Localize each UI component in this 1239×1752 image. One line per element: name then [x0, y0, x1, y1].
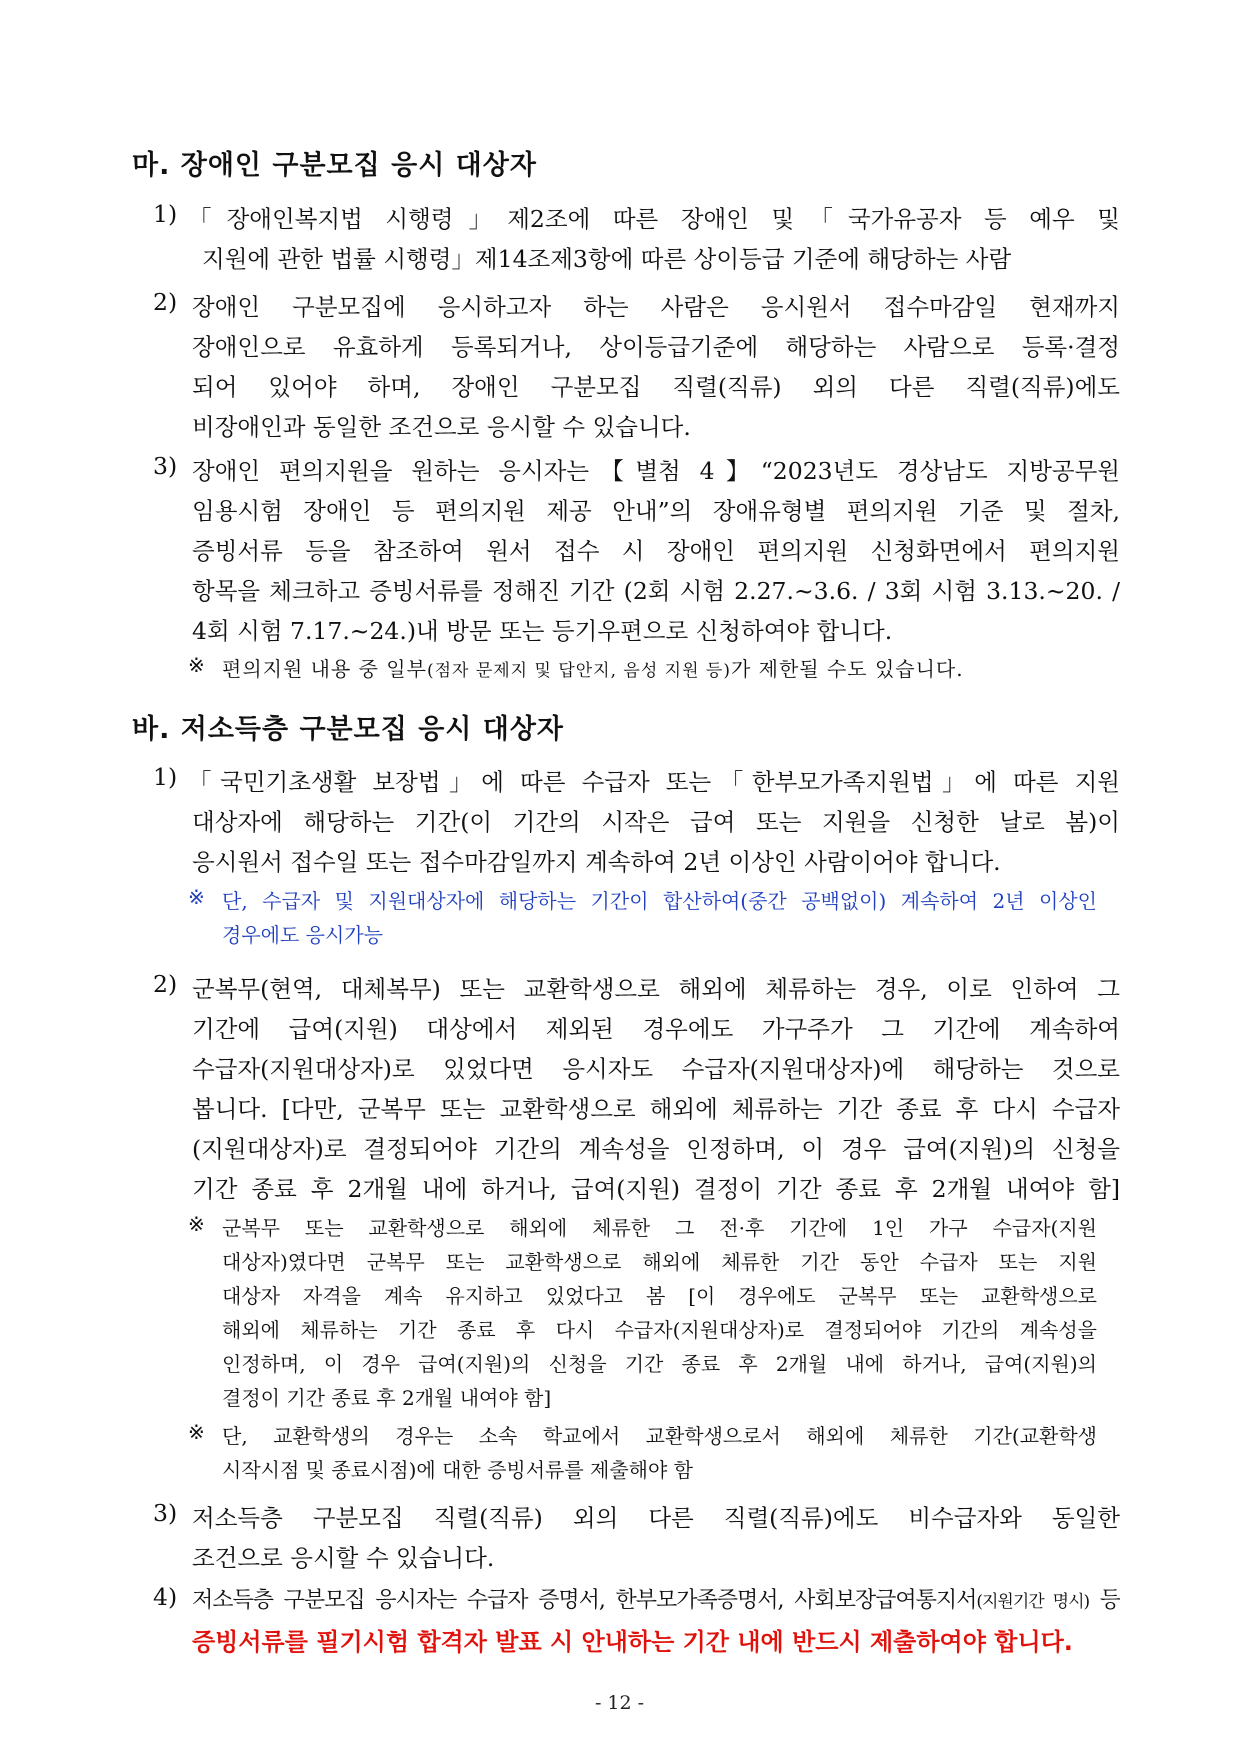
page-number: - 12 - [594, 1692, 645, 1714]
note-mark: ※ [188, 885, 205, 909]
note-line: 인정하며, 이 경우 급여(지원)의 신청을 기간 종료 후 2개월 내에 하거나, 급여(지원)의 [222, 1352, 1097, 1376]
item-line: 수급자(지원대상자)로 있었다면 응시자도 수급자(지원대상자)에 해당하는 것으로 [192, 1055, 1120, 1083]
note-text-small: (점자 문제지 및 답안지, 음성 지원 등) [426, 661, 731, 681]
note-mark: ※ [188, 653, 205, 677]
item-line: 봅니다. [다만, 군복무 또는 교환학생으로 해외에 체류하는 기간 종료 후 다시 수급자 [192, 1095, 1120, 1123]
item-line: 군복무(현역, 대체복무) 또는 교환학생으로 해외에 체류하는 경우, 이로 인하여 그 [192, 975, 1120, 1003]
item-number: 3) [153, 452, 178, 480]
item-number: 1) [153, 200, 178, 228]
item-line: 「국민기초생활 보장법」에 따른 수급자 또는「한부모가족지원법」에 따른 지원 [188, 768, 1120, 796]
item-line: 항목을 체크하고 증빙서류를 정해진 기간 (2회 시험 2.27.~3.6. / 3회 시험 3.13.~20. / [192, 577, 1120, 605]
note-line: 경우에도 응시가능 [222, 923, 383, 947]
item4-text-end: 등 [1089, 1588, 1120, 1613]
item-line: 임용시험 장애인 등 편의지원 제공 안내”의 장애유형별 편의지원 기준 및 절차, [192, 497, 1120, 525]
section-heading-low-income: 바. 저소득층 구분모집 응시 대상자 [132, 714, 565, 745]
note-mark: ※ [188, 1212, 205, 1236]
item-line: 대상자에 해당하는 기간(이 기간의 시작은 급여 또는 지원을 신청한 날로 봄)이 [192, 808, 1120, 836]
item-line: 저소득층 구분모집 직렬(직류) 외의 다른 직렬(직류)에도 비수급자와 동일한 [192, 1504, 1120, 1532]
item-line: 되어 있어야 하며, 장애인 구분모집 직렬(직류) 외의 다른 직렬(직류)에도 [192, 373, 1120, 401]
item-number: 3) [153, 1499, 178, 1527]
note-text-end: 가 제한될 수도 있습니다. [730, 657, 964, 681]
section-heading-disabled: 마. 장애인 구분모집 응시 대상자 [132, 150, 537, 181]
item-line [192, 1583, 1120, 1614]
item-line: 기간 종료 후 2개월 내에 하거나, 급여(지원) 결정이 기간 종료 후 2개월 내여야 함] [192, 1175, 1120, 1203]
note-line: 대상자 자격을 계속 유지하고 있었다고 봄 [이 경우에도 군복무 또는 교환학생으로 [222, 1284, 1097, 1308]
note-text-main: 편의지원 내용 중 일부 [222, 657, 427, 681]
item-number: 1) [153, 763, 178, 791]
item4-text-small: (지원기간 명시) [976, 1592, 1090, 1612]
item-line: 증빙서류 등을 참조하여 원서 접수 시 장애인 편의지원 신청화면에서 편의지원 [192, 537, 1120, 565]
note-line: 대상자)였다면 군복무 또는 교환학생으로 해외에 체류한 기간 동안 수급자 또는 지원 [222, 1250, 1097, 1274]
note-mark: ※ [188, 1420, 205, 1444]
note-line: 결정이 기간 종료 후 2개월 내여야 함] [222, 1386, 552, 1410]
item4-text-main: 저소득층 구분모집 응시자는 수급자 증명서, 한부모가족증명서, 사회보장급여통지서 [192, 1588, 977, 1613]
item-line: 4회 시험 7.17.~24.)내 방문 또는 등기우편으로 신청하여야 합니다. [192, 617, 893, 645]
note-line: 단, 수급자 및 지원대상자에 해당하는 기간이 합산하여(중간 공백없이) 계속하여 2년 이상인 [222, 889, 1097, 913]
item-line: 조건으로 응시할 수 있습니다. [192, 1544, 495, 1572]
item-number: 2) [153, 288, 178, 316]
item-line: 비장애인과 동일한 조건으로 응시할 수 있습니다. [192, 413, 691, 441]
item-line: 장애인으로 유효하게 등록되거나, 상이등급기준에 해당하는 사람으로 등록·결정 [192, 333, 1120, 361]
item-line: 기간에 급여(지원) 대상에서 제외된 경우에도 가구주가 그 기간에 계속하여 [192, 1015, 1120, 1043]
note-text [222, 653, 964, 682]
item-number: 2) [153, 970, 178, 998]
note-line: 단, 교환학생의 경우는 소속 학교에서 교환학생으로서 해외에 체류한 기간(교환학생 [222, 1424, 1097, 1448]
item-line: 장애인 편의지원을 원하는 응시자는【별첨 4】“2023년도 경상남도 지방공무원 [192, 457, 1120, 485]
emphasis-line: 증빙서류를 필기시험 합격자 발표 시 안내하는 기간 내에 반드시 제출하여야 합니다. [192, 1628, 1073, 1656]
note-line: 군복무 또는 교환학생으로 해외에 체류한 그 전·후 기간에 1인 가구 수급자(지원 [222, 1216, 1097, 1240]
item-line: 응시원서 접수일 또는 접수마감일까지 계속하여 2년 이상인 사람이어야 합니다. [192, 848, 1001, 876]
note-line: 해외에 체류하는 기간 종료 후 다시 수급자(지원대상자)로 결정되어야 기간의 계속성을 [222, 1318, 1097, 1342]
item-line: 「장애인복지법 시행령」제2조에 따른 장애인 및「국가유공자 등 예우 및 [188, 205, 1120, 233]
note-line: 시작시점 및 종료시점)에 대한 증빙서류를 제출해야 함 [222, 1458, 693, 1482]
item-number: 4) [153, 1583, 178, 1611]
item-line: (지원대상자)로 결정되어야 기간의 계속성을 인정하며, 이 경우 급여(지원)의 신청을 [192, 1135, 1120, 1163]
item-line: 지원에 관한 법률 시행령」제14조제3항에 따른 상이등급 기준에 해당하는 사람 [202, 245, 1012, 273]
item-line: 장애인 구분모집에 응시하고자 하는 사람은 응시원서 접수마감일 현재까지 [192, 293, 1120, 321]
